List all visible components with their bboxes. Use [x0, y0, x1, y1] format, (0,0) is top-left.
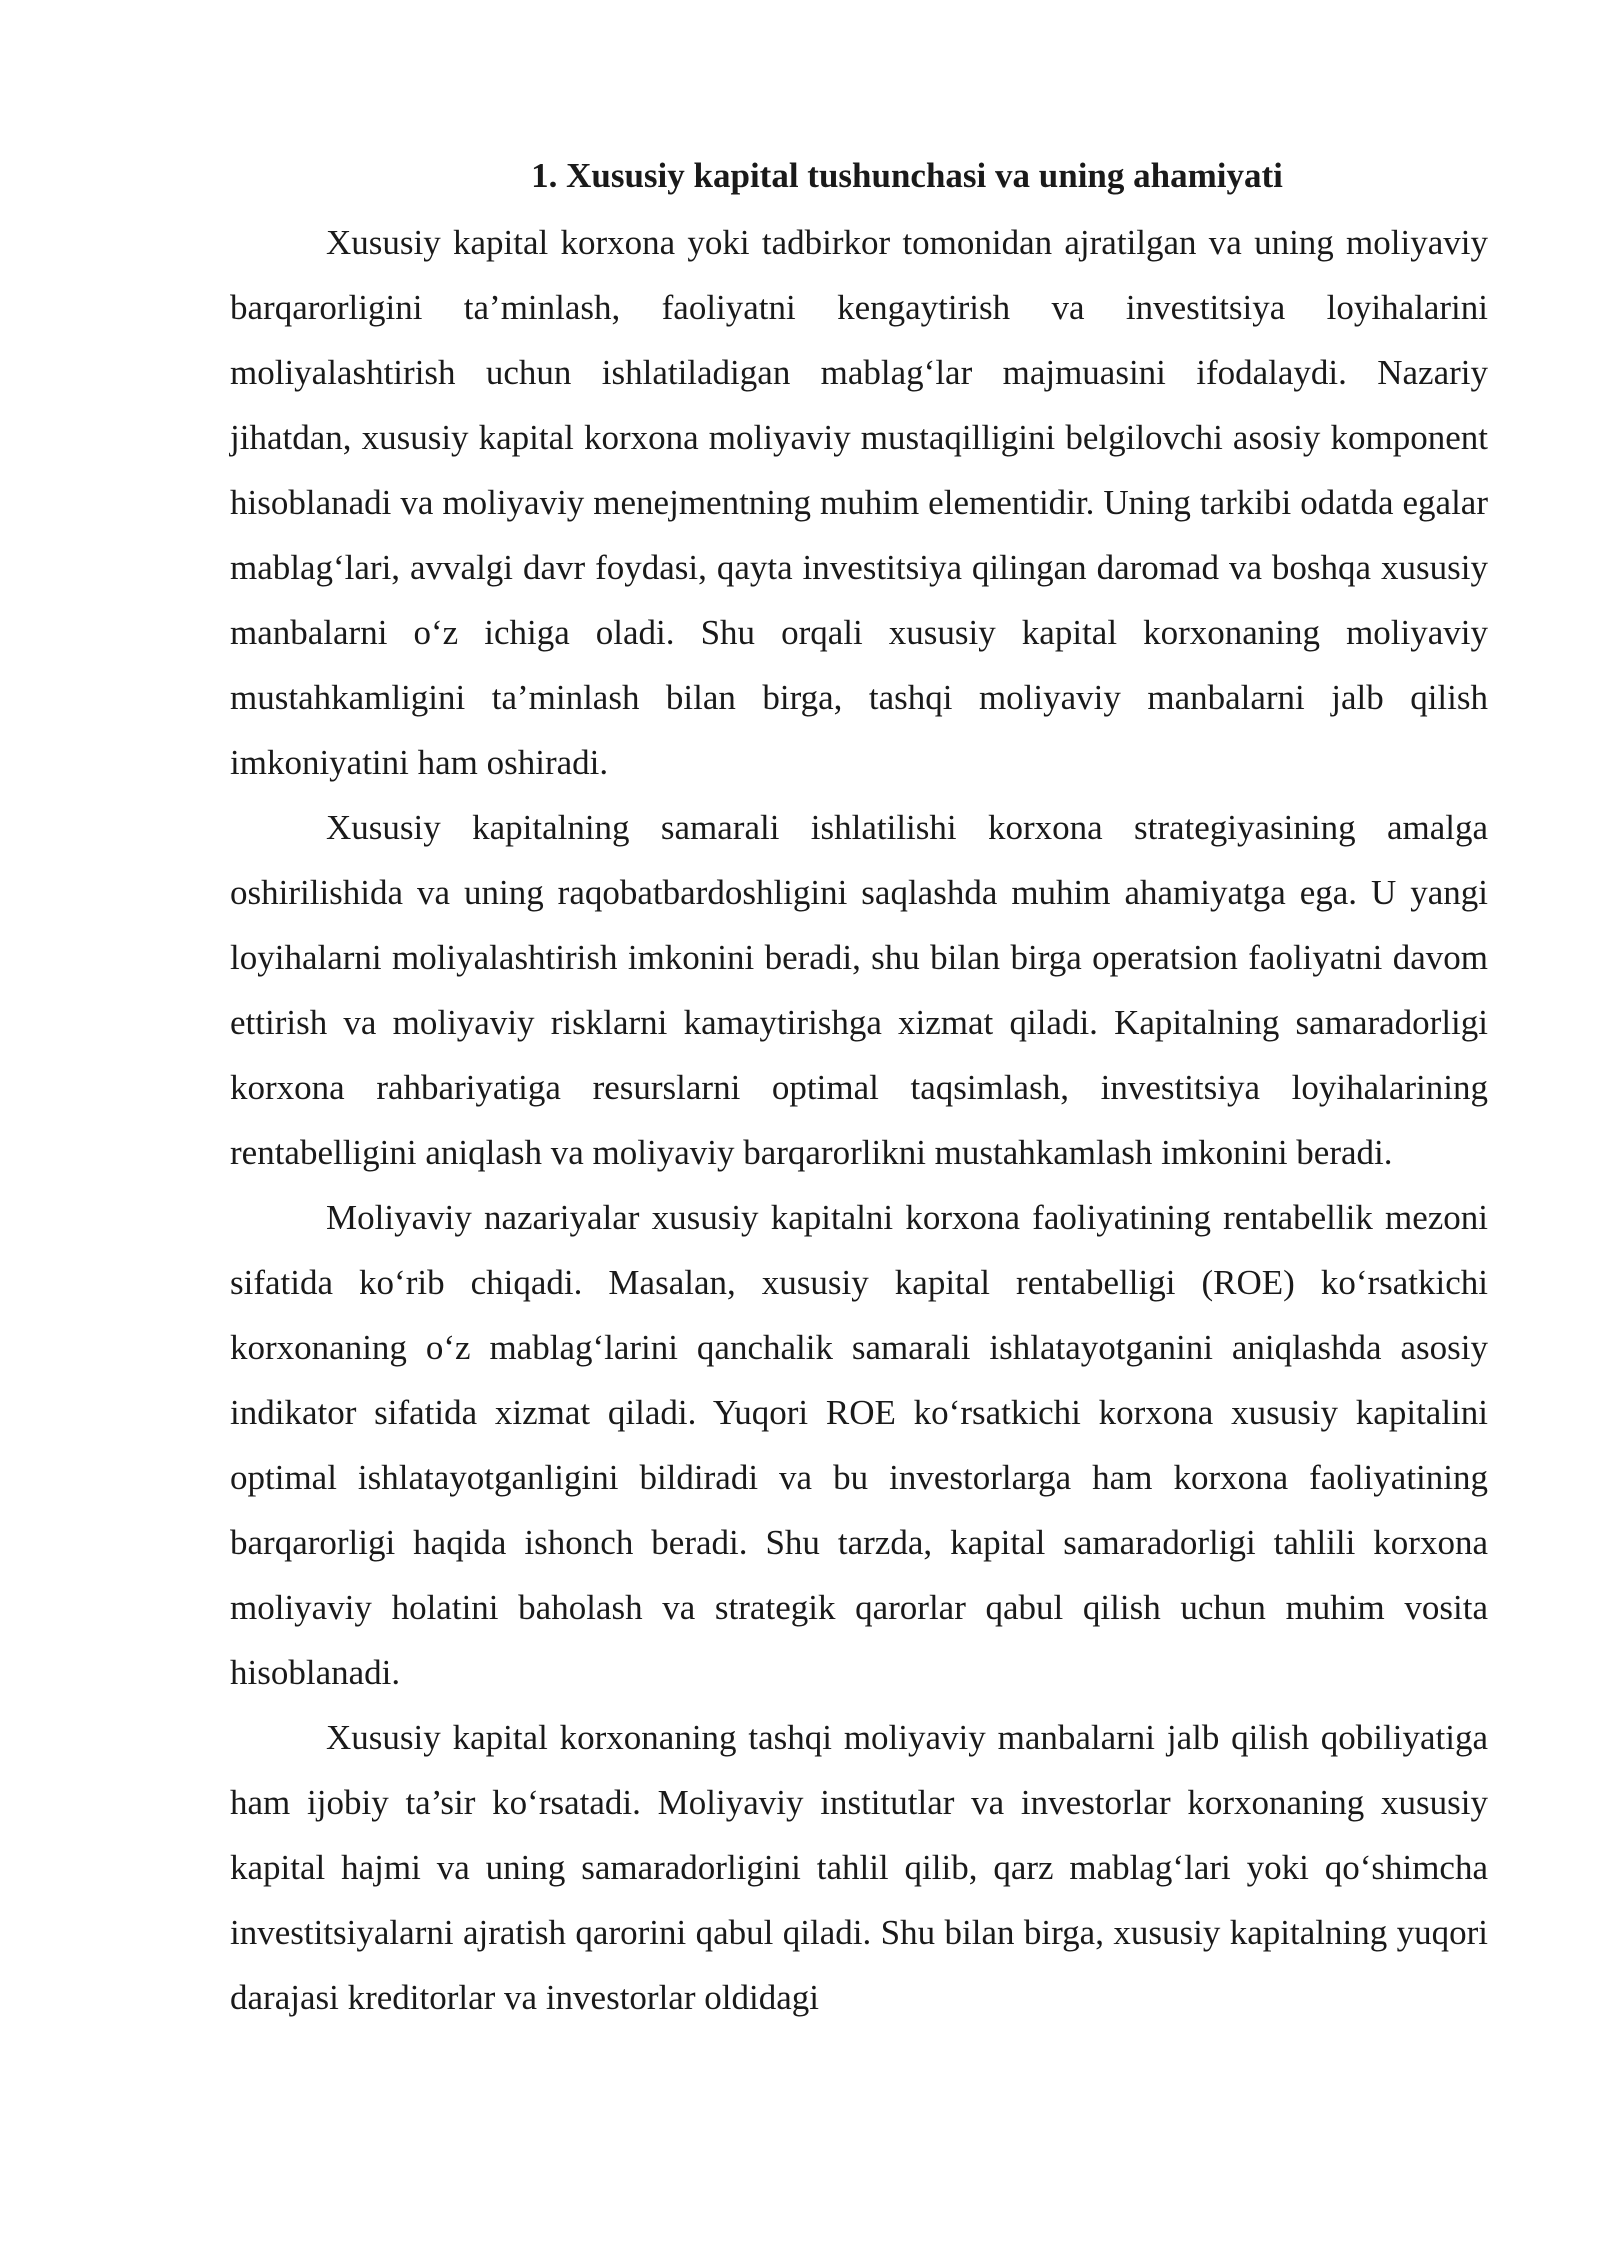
paragraph-3: Moliyaviy nazariyalar xususiy kapitalni korxona faoliyatining rentabellik mezoni sifatida ko‘rib chiqadi. Masalan, xususiy kapital rentabelligi (ROE) ko‘rsatkichi korxonaning o‘z mablag‘larini qanchalik samarali ishlatayotganini aniqlashda asosiy indikator sifatida xizmat qiladi. Yuqori ROE ko‘rsatkichi korxona xususiy kapitalini optimal ishlatayotganligini bildiradi va bu investorlarga ham korxona faoliyatining barqarorligi haqida ishonch beradi. Shu tarzda, kapital samaradorligi tahlili korxona moliyaviy holatini baholash va strategik qarorlar qabul qilish uchun muhim vosita hisoblanadi.	[230, 1198, 1488, 1692]
paragraph-2: Xususiy kapitalning samarali ishlatilishi korxona strategiyasining amalga oshirilishida va uning raqobatbardoshligini saqlashda muhim ahamiyatga ega. U yangi loyihalarni moliyalashtirish imkonini beradi, shu bilan birga operatsion faoliyatni davom ettirish va moliyaviy risklarni kamaytirishga xizmat qiladi. Kapitalning samaradorligi korxona rahbariyatiga resurslarni optimal taqsimlash, investitsiya loyihalarining rentabelligini aniqlash va moliyaviy barqarorlikni mustahkamlash imkonini beradi.	[230, 808, 1488, 1172]
document-body	[230, 152, 1488, 2030]
paragraph-4: Xususiy kapital korxonaning tashqi moliyaviy manbalarni jalb qilish qobiliyatiga ham ijobiy ta’sir ko‘rsatadi. Moliyaviy institutlar va investorlar korxonaning xususiy kapital hajmi va uning samaradorligini tahlil qilib, qarz mablag‘lari yoki qo‘shimcha investitsiyalarni ajratish qarorini qabul qiladi. Shu bilan birga, xususiy kapitalning yuqori darajasi kreditorlar va investorlar oldidagi	[230, 1718, 1488, 2017]
paragraph-1: Xususiy kapital korxona yoki tadbirkor tomonidan ajratilgan va uning moliyaviy barqarorligini ta’minlash, faoliyatni kengaytirish va investitsiya loyihalarini moliyalashtirish uchun ishlatiladigan mablag‘lar majmuasini ifodalaydi. Nazariy jihatdan, xususiy kapital korxona moliyaviy mustaqilligini belgilovchi asosiy komponent hisoblanadi va moliyaviy menejmentning muhim elementidir. Uning tarkibi odatda egalar mablag‘lari, avvalgi davr foydasi, qayta investitsiya qilingan daromad va boshqa xususiy manbalarni o‘z ichiga oladi. Shu orqali xususiy kapital korxonaning moliyaviy mustahkamligini ta’minlash bilan birga, tashqi moliyaviy manbalarni jalb qilish imkoniyatini ham oshiradi.	[230, 223, 1488, 782]
section-title: 1. Xususiy kapital tushunchasi va uning ahamiyati	[531, 156, 1283, 195]
